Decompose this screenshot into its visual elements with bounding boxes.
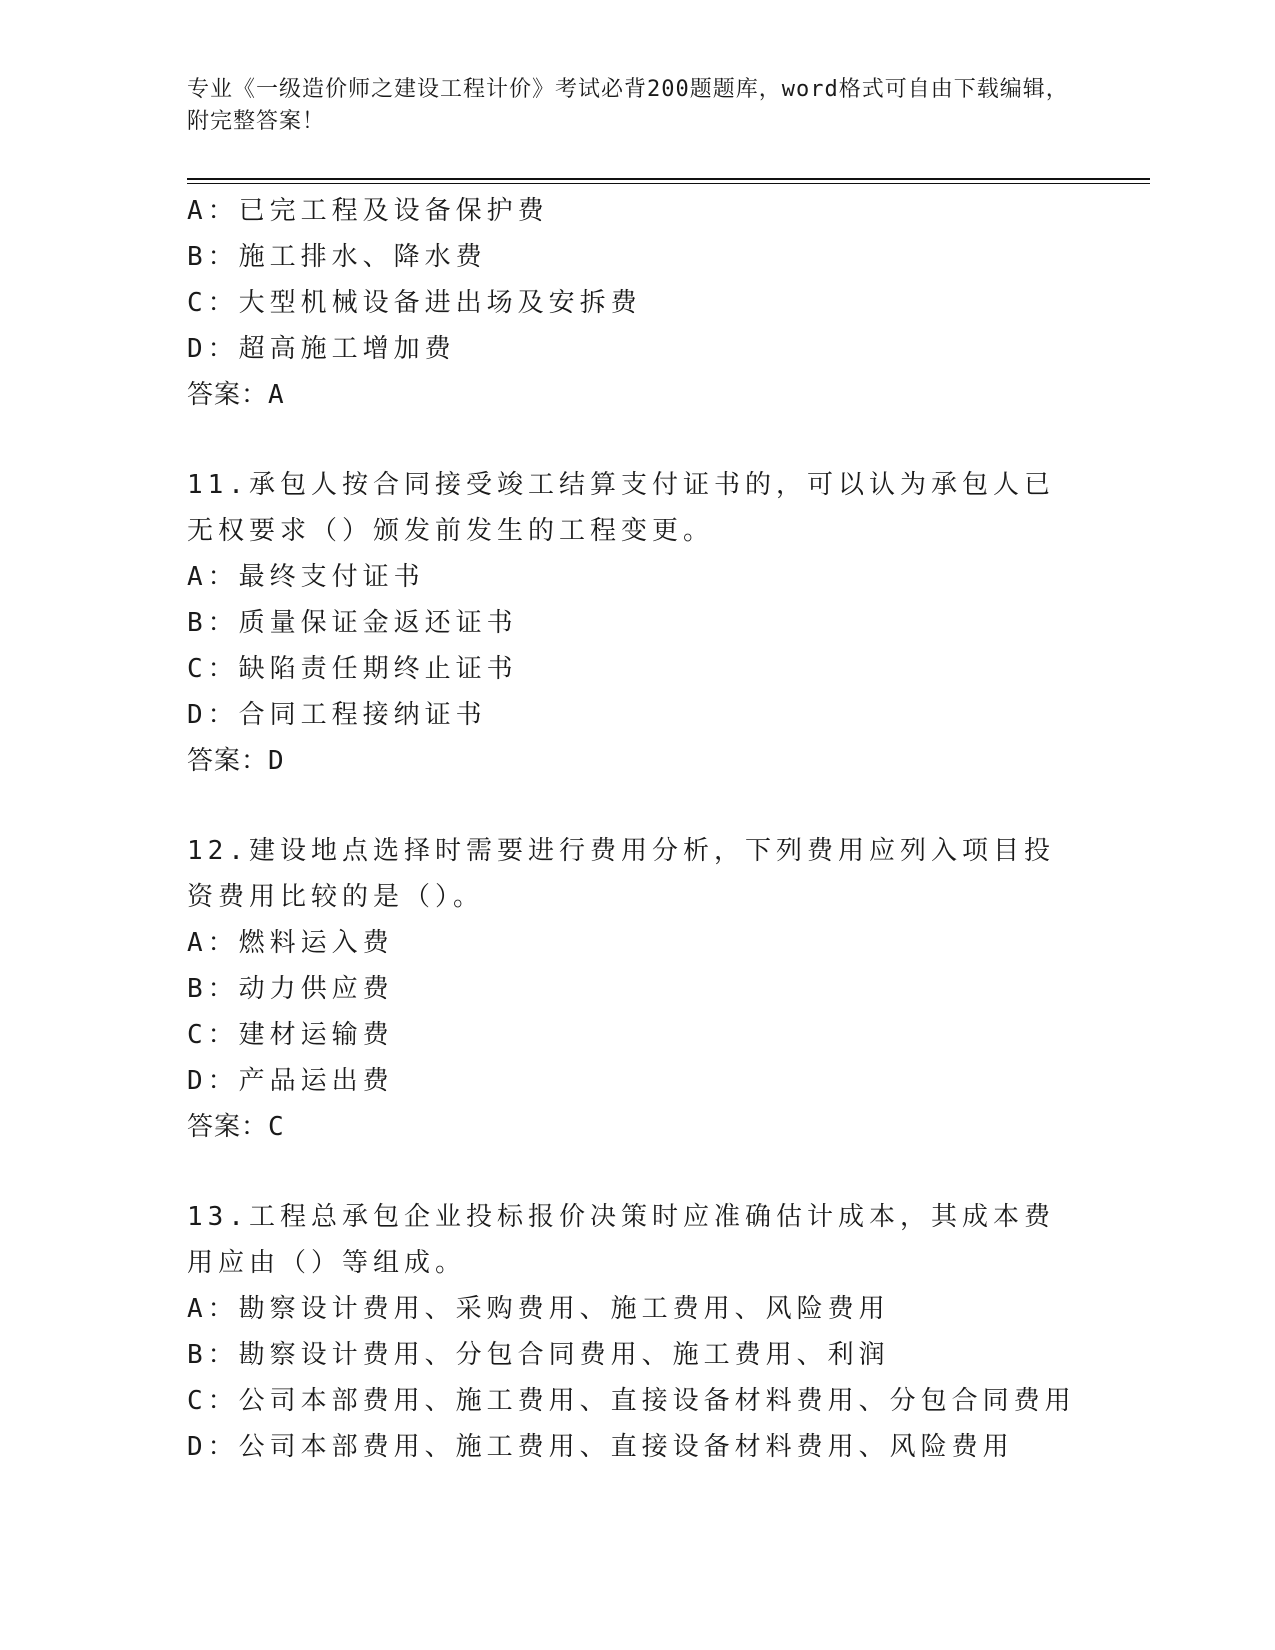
option-d: D：公司本部费用、施工费用、直接设备材料费用、风险费用 [187,1432,1014,1462]
option-a: A：勘察设计费用、采购费用、施工费用、风险费用 [187,1294,890,1324]
option-b: B：动力供应费 [187,974,394,1004]
option-a: A：最终支付证书 [187,562,425,592]
answer-line: 答案：D [187,746,285,776]
option-d: D：产品运出费 [187,1066,394,1096]
question-list [187,188,1087,1470]
page-header: 专业《一级造价师之建设工程计价》考试必背200题题库，word格式可自由下载编辑，附完整答案！ [187,77,1069,134]
spacer [187,418,1087,462]
question-block [187,1194,1087,1470]
spacer [187,784,1087,828]
option-a: A：已完工程及设备保护费 [187,196,549,226]
option-d: D：合同工程接纳证书 [187,700,487,730]
option-c: C：缺陷责任期终止证书 [187,654,518,684]
question-text: 12.建设地点选择时需要进行费用分析，下列费用应列入项目投资费用比较的是（）。 [187,836,1055,912]
question-text: 11.承包人按合同接受竣工结算支付证书的，可以认为承包人已无权要求（）颁发前发生的工程变更。 [187,470,1055,546]
option-b: B：质量保证金返还证书 [187,608,518,638]
option-a: A：燃料运入费 [187,928,394,958]
option-d: D：超高施工增加费 [187,334,456,364]
option-b: B：施工排水、降水费 [187,242,487,272]
option-b: B：勘察设计费用、分包合同费用、施工费用、利润 [187,1340,890,1370]
answer-line: 答案：C [187,1112,285,1142]
prev-question-block [187,188,1087,418]
option-c: C：大型机械设备进出场及安拆费 [187,288,642,318]
spacer [187,1150,1087,1194]
option-c: C：公司本部费用、施工费用、直接设备材料费用、分包合同费用 [187,1386,1076,1416]
header-divider-thin [187,183,1150,184]
option-c: C：建材运输费 [187,1020,394,1050]
question-block [187,828,1087,1150]
question-block [187,462,1087,784]
question-text: 13.工程总承包企业投标报价决策时应准确估计成本，其成本费用应由（）等组成。 [187,1202,1055,1278]
header-divider-thick [187,178,1150,180]
answer-line: 答案：A [187,380,285,410]
